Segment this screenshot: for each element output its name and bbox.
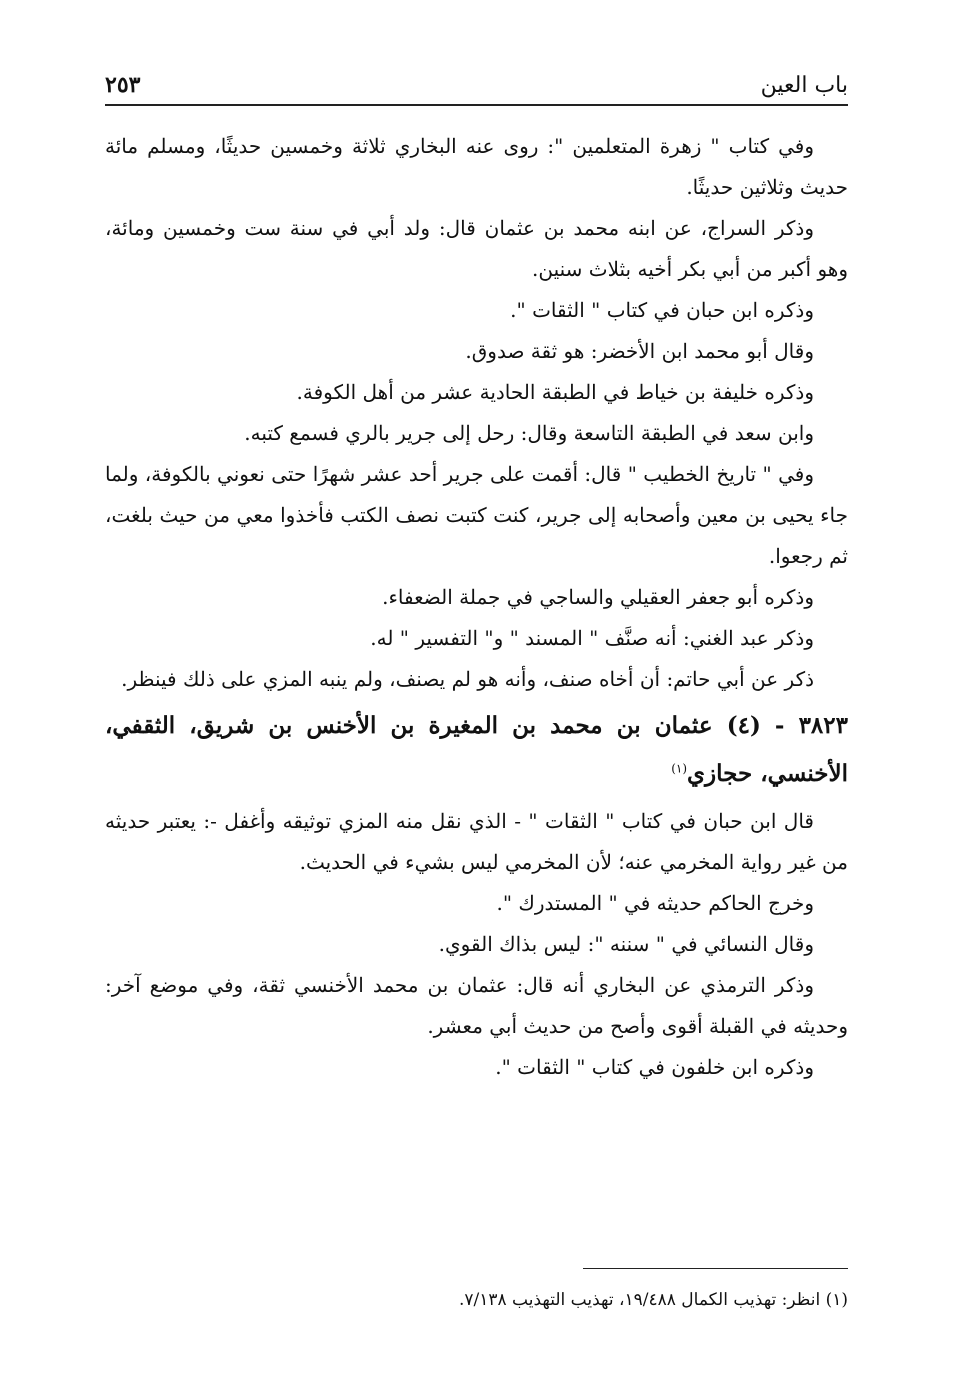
- paragraph: وفي كتاب " زهرة المتعلمين ": روى عنه البخاري ثلاثة وخمسين حديثًا، ومسلم مائة حديث وثلاثين حديثًا.: [105, 134, 848, 199]
- footnote-divider: [583, 1268, 848, 1269]
- paragraph: وذكره خليفة بن خياط في الطبقة الحادية عشر من أهل الكوفة.: [296, 380, 814, 404]
- footnote-marker: (١): [671, 761, 688, 776]
- paragraph: ذكر عن أبي حاتم: أن أخاه صنف، وأنه هو لم يصنف، ولم ينبه المزي على ذلك فينظر.: [121, 667, 814, 691]
- entry-heading: [105, 702, 848, 798]
- footnote: (١) انظر: تهذيب الكمال ١٩/٤٨٨، تهذيب التهذيب ٧/١٣٨.: [458, 1290, 848, 1310]
- paragraph: قال ابن حبان في كتاب " الثقات " - الذي نقل منه المزي توثيقه وأغفل -: يعتبر حديثه من غير رواية المخرمي عنه؛ لأن المخرمي ليس بشيء في الحديث.: [105, 809, 848, 874]
- paragraph: وخرج الحاكم حديثه في " المستدرك ".: [496, 891, 814, 915]
- chapter-title: باب العين: [760, 73, 848, 98]
- page-number: ٢٥٣: [105, 72, 141, 98]
- page-body: [105, 126, 848, 1088]
- paragraph: وذكره أبو جعفر العقيلي والساجي في جملة الضعفاء.: [382, 585, 814, 609]
- paragraph: وقال النسائي في " سننه ": ليس بذاك القوي.: [438, 932, 814, 956]
- paragraph: وذكر السراج، عن ابنه محمد بن عثمان قال: ولد أبي في سنة ست وخمسين ومائة، وهو أكبر من أبي بكر أخيه بثلاث سنين.: [105, 216, 848, 281]
- paragraph: وقال أبو محمد ابن الأخضر: هو ثقة صدوق.: [465, 339, 814, 363]
- paragraph: وفي " تاريخ الخطيب " قال: أقمت على جرير أحد عشر شهرًا حتى نعوني بالكوفة، ولما جاء يحيى بن معين وأصحابه إلى جرير، كنت كتبت نصف الكتب فأخذوا معي من حيث بلغت، ثم رجعوا.: [105, 462, 848, 568]
- paragraph: وذكره ابن حبان في كتاب " الثقات ".: [510, 298, 814, 322]
- paragraph: وابن سعد في الطبقة التاسعة وقال: رحل إلى جرير بالري فسمع كتبه.: [244, 421, 814, 445]
- page-header: [105, 62, 848, 106]
- paragraph: وذكر الترمذي عن البخاري أنه قال: عثمان بن محمد الأخنسي ثقة، وفي موضع آخر: وحديثه في القبلة أقوى وأصح من حديث أبي معشر.: [105, 973, 848, 1038]
- paragraph: وذكره ابن خلفون في كتاب " الثقات ".: [495, 1055, 814, 1079]
- entry-heading-text: ٣٨٢٣ - (٤) عثمان بن محمد بن المغيرة بن الأخنس بن شريق، الثقفي، الأخنسي، حجازي: [105, 712, 848, 787]
- paragraph: وذكر عبد الغني: أنه صنَّف " المسند " و" التفسير " له.: [370, 626, 814, 650]
